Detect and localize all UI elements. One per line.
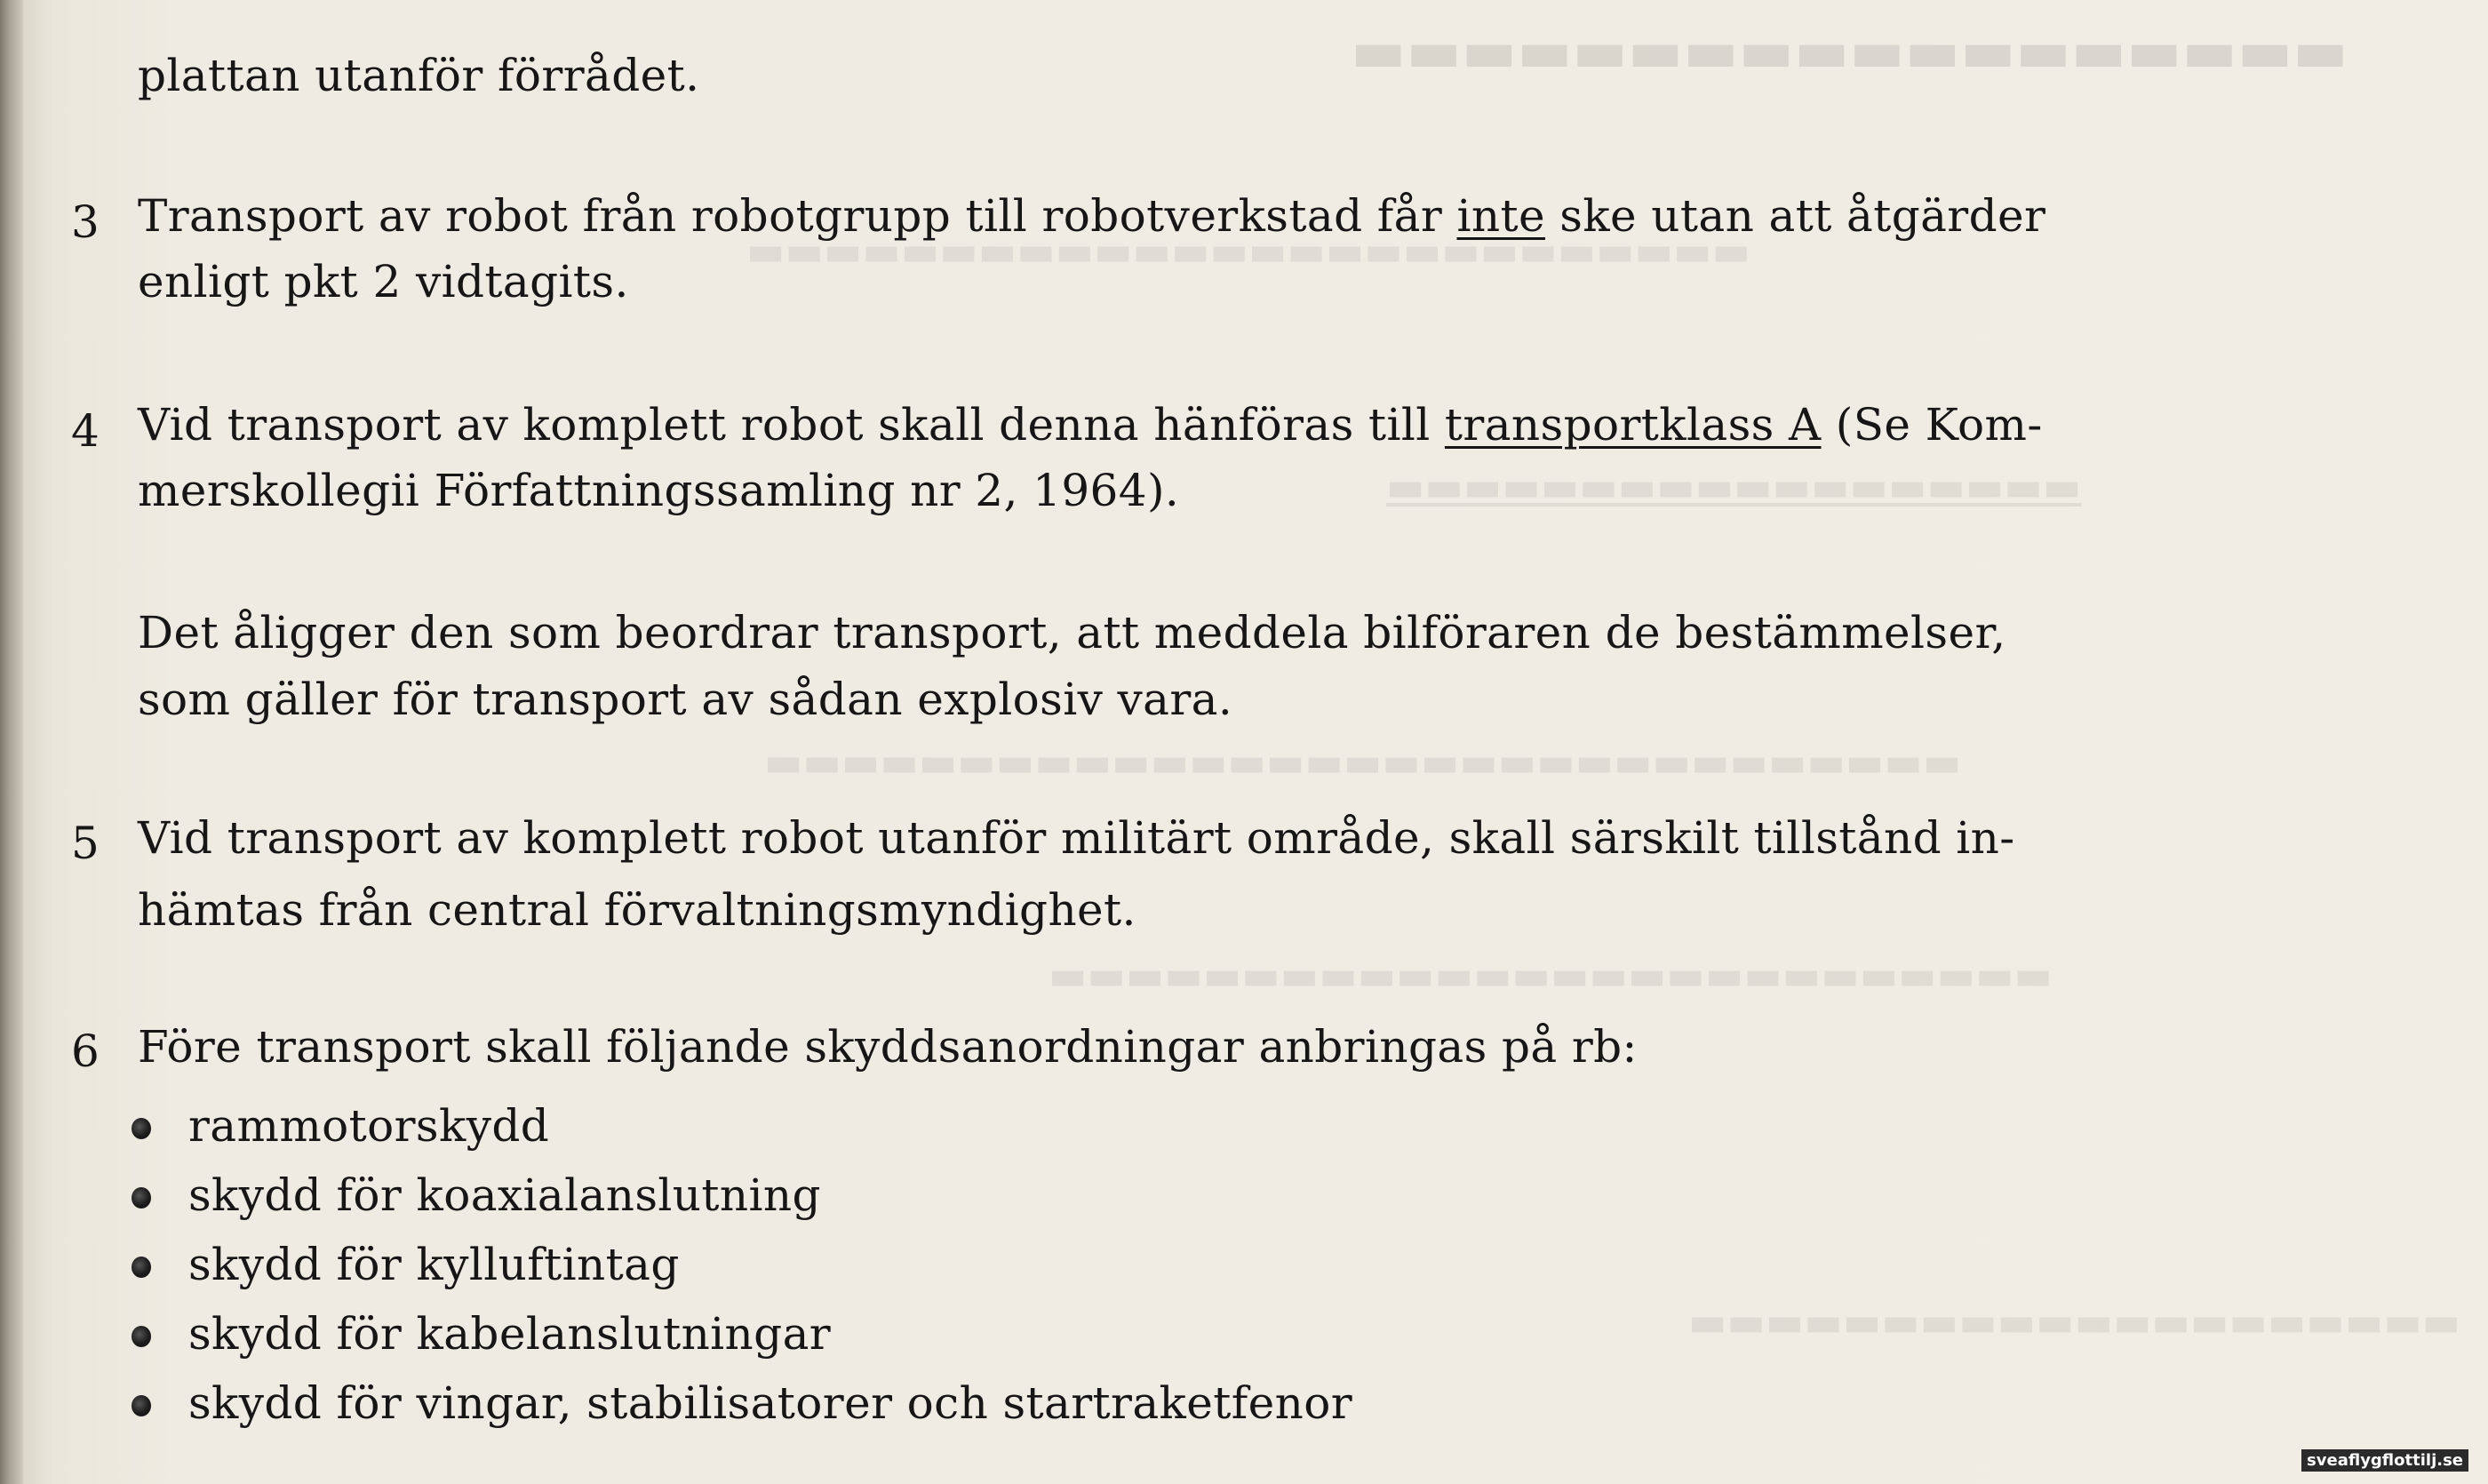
item-5-line-2: hämtas från central förvaltningsmyndighet. bbox=[138, 884, 1136, 936]
item-4-paragraph-line-2: som gäller för transport av sådan explosiv vara. bbox=[138, 674, 1233, 725]
item-3-line-2: enligt pkt 2 vidtagits. bbox=[138, 256, 629, 307]
underlined-text: inte bbox=[1456, 190, 1545, 242]
item-3-line-1 bbox=[138, 190, 2046, 242]
bleed-through-text: ▬▬▬▬▬▬▬▬▬▬▬▬▬▬▬▬▬▬▬▬▬▬▬▬▬▬ bbox=[746, 227, 1751, 275]
bleed-through-text: ▬▬▬▬▬▬▬▬▬▬▬▬▬▬▬▬▬▬▬▬ bbox=[1688, 1297, 2461, 1345]
bullet-icon bbox=[132, 1326, 151, 1347]
bleed-through-text: ▬▬▬▬▬▬▬▬▬▬▬▬▬▬▬▬▬▬▬▬▬▬▬▬▬▬▬▬▬▬▬ bbox=[764, 738, 1962, 786]
list-item-text: skydd för kylluftintag bbox=[188, 1239, 680, 1290]
bleed-through-text: ▬▬▬▬▬▬▬▬▬▬▬▬▬▬▬▬▬▬▬▬▬▬▬▬▬▬ bbox=[1049, 951, 2053, 999]
book-binding-shadow bbox=[0, 0, 23, 1484]
item-number: 5 bbox=[71, 818, 100, 869]
watermark: sveaflygflottilj.se bbox=[2301, 1449, 2468, 1472]
list-item bbox=[132, 1230, 1352, 1299]
bullet-icon bbox=[132, 1395, 151, 1416]
bullet-icon bbox=[132, 1257, 151, 1278]
item-4-line-2: merskollegii Författningssamling nr 2, 1964). bbox=[138, 465, 1180, 516]
list-item bbox=[132, 1161, 1352, 1230]
list-item bbox=[132, 1091, 1352, 1161]
list-item bbox=[132, 1299, 1352, 1368]
list-item bbox=[132, 1368, 1352, 1438]
item-number: 6 bbox=[71, 1025, 100, 1077]
text-run: Vid transport av komplett robot skall denna hänföras till bbox=[138, 399, 1445, 451]
list-item-text: skydd för koaxialanslutning bbox=[188, 1169, 821, 1221]
item-6-line-1: Före transport skall följande skyddsanordningar anbringas på rb: bbox=[138, 1021, 1638, 1073]
list-item-text: skydd för vingar, stabilisatorer och startraketfenor bbox=[188, 1377, 1353, 1429]
list-item-text: rammotorskydd bbox=[188, 1100, 550, 1152]
bleed-through-text: ▬▬▬▬▬▬▬▬▬▬▬▬▬▬▬▬▬▬ bbox=[1386, 462, 2082, 510]
text-run: (Se Kom- bbox=[1821, 399, 2043, 451]
item-4-paragraph-line-1: Det åligger den som beordrar transport, att meddela bilföraren de bestämmelser, bbox=[138, 607, 2006, 658]
bleed-through-text: ▬▬▬▬▬▬▬▬▬▬▬▬▬▬▬▬▬▬ bbox=[1351, 16, 2348, 85]
bullet-icon bbox=[132, 1118, 151, 1139]
protection-list bbox=[132, 1091, 1352, 1438]
item-5-line-1: Vid transport av komplett robot utanför militärt område, skall särskilt tillstånd in- bbox=[138, 812, 2015, 864]
text-run: ske utan att åtgärder bbox=[1544, 190, 2046, 242]
text-run: Transport av robot från robotgrupp till robotverkstad får bbox=[138, 190, 1457, 242]
item-number: 3 bbox=[71, 196, 100, 248]
item-4-line-1 bbox=[138, 399, 2043, 451]
bullet-icon bbox=[132, 1187, 151, 1209]
underlined-text: transportklass A bbox=[1444, 399, 1822, 451]
item-number: 4 bbox=[71, 405, 100, 457]
list-item-text: skydd för kabelanslutningar bbox=[188, 1308, 832, 1360]
continuation-line: plattan utanför förrådet. bbox=[138, 50, 700, 101]
